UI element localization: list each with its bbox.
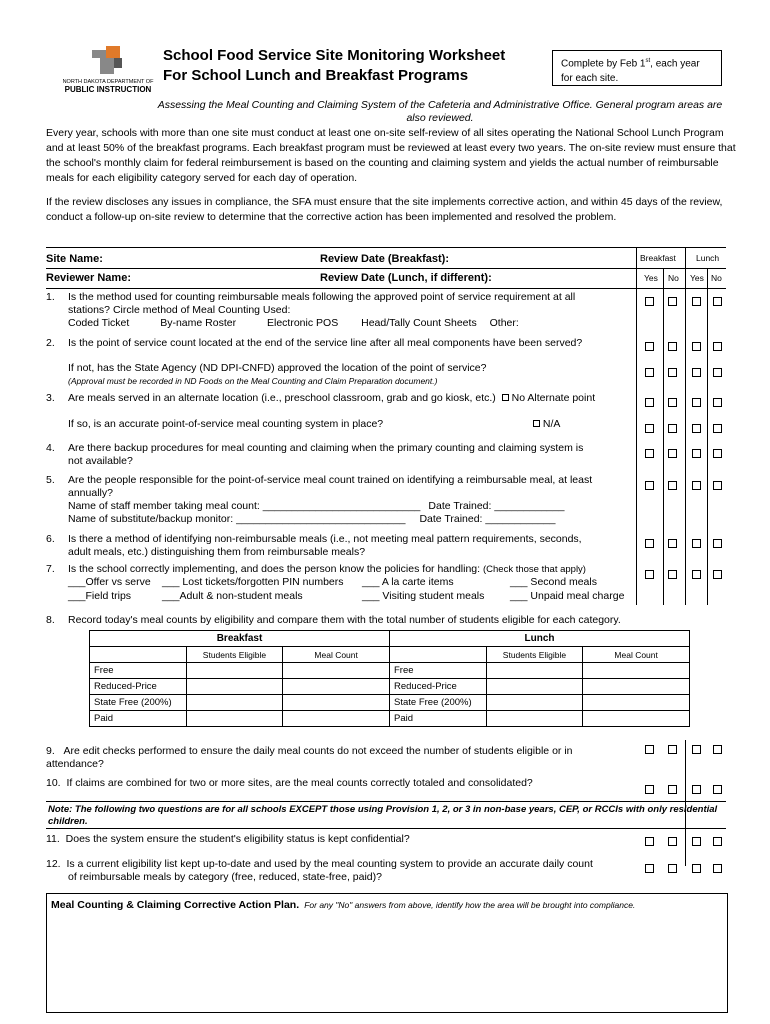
cell-input[interactable] (583, 679, 690, 695)
page-title: School Food Service Site Monitoring Worksheet For School Lunch and Breakfast Programs (163, 47, 506, 84)
question-10: 10. If claims are combined for two or more sites, are the meal counts correctly totaled and consolidated? (46, 777, 533, 789)
breakfast-yes-checkbox[interactable] (645, 481, 654, 490)
lunch-no-checkbox[interactable] (713, 342, 722, 351)
row-label: State Free (200%) (90, 695, 187, 711)
breakfast-no-checkbox[interactable] (668, 745, 677, 754)
cell-input[interactable] (186, 695, 283, 711)
breakfast-no-checkbox[interactable] (668, 342, 677, 351)
lunch-yes-checkbox[interactable] (692, 745, 701, 754)
row-label: Free (390, 663, 487, 679)
question-2-sub: If not, has the State Agency (ND DPI-CNFD) approved the location of the point of service? (Approval must be recorded in ND Foods on the Meal Counting and Claim Preparation document.) (68, 362, 487, 386)
meal-count-header: Meal Count (583, 647, 690, 663)
breakfast-no-checkbox[interactable] (668, 424, 677, 433)
students-eligible-header: Students Eligible (186, 647, 283, 663)
assessing-subtitle: Assessing the Meal Counting and Claiming System of the Cafeteria and Administrative Office. General program areas are also reviewed. (157, 99, 723, 124)
question-4: 4. Are there backup procedures for meal counting and claiming when the primary counting and claiming system is not available? (46, 442, 584, 467)
table-row (90, 663, 690, 679)
question-9: 9. Are edit checks performed to ensure the daily meal counts do not exceed the number of students eligible or in attendance? (46, 745, 573, 770)
row-label: Reduced-Price (390, 679, 487, 695)
cell-input[interactable] (486, 663, 583, 679)
meal-count-table (89, 630, 690, 727)
question-12: 12. Is a current eligibility list kept up-to-date and used by the meal counting system to provide an accurate daily count of reimbursable meals by category (free, reduced, state-free, paid)? (46, 858, 593, 883)
cell-input[interactable] (486, 711, 583, 727)
staff-date-field[interactable]: Date Trained: ____________ (428, 500, 565, 512)
breakfast-no-checkbox[interactable] (668, 785, 677, 794)
cap-title: Meal Counting & Claiming Corrective Action Plan. (51, 899, 300, 911)
deadline-box: Complete by Feb 1st, each year for each site. (552, 50, 722, 86)
question-6: 6. Is there a method of identifying non-reimbursable meals (i.e., not meeting meal pattern requirements, seconds, adult meals, etc.) distinguishing them from reimbursable meals? (46, 533, 582, 558)
substitute-date-field[interactable]: Date Trained: ____________ (419, 513, 556, 525)
lunch-no-checkbox[interactable] (713, 449, 722, 458)
na-checkbox[interactable] (533, 420, 540, 427)
logo-text: NORTH DAKOTA DEPARTMENT OF PUBLIC INSTRUCTION (62, 79, 154, 94)
breakfast-yes-checkbox[interactable] (645, 342, 654, 351)
breakfast-col-header: Breakfast (640, 253, 676, 263)
meal-count-header: Meal Count (283, 647, 390, 663)
cell-input[interactable] (283, 663, 390, 679)
method-coded-ticket[interactable]: Coded Ticket (68, 317, 130, 329)
cell-input[interactable] (186, 711, 283, 727)
column-line (707, 268, 708, 605)
option-lost-tickets[interactable]: ___ Lost tickets/forgotten PIN numbers (162, 576, 344, 588)
column-line (663, 268, 664, 605)
divider (46, 268, 726, 269)
row-label: State Free (200%) (390, 695, 487, 711)
question-3-sub: If so, is an accurate point-of-service meal counting system in place? (68, 418, 384, 430)
lunch-yes-checkbox[interactable] (692, 785, 701, 794)
cell-input[interactable] (186, 679, 283, 695)
option-adult-meals[interactable]: ___Adult & non-student meals (162, 590, 303, 602)
lunch-yes-checkbox[interactable] (692, 837, 701, 846)
cell-input[interactable] (486, 695, 583, 711)
table-row (90, 711, 690, 727)
breakfast-no-checkbox[interactable] (668, 481, 677, 490)
reviewer-name-label: Reviewer Name: (46, 272, 131, 284)
table-row (90, 679, 690, 695)
question-7-options (68, 576, 638, 606)
corrective-action-plan-box[interactable] (46, 893, 728, 1013)
lunch-yes-checkbox[interactable] (692, 342, 701, 351)
row-label: Paid (90, 711, 187, 727)
cell-input[interactable] (186, 663, 283, 679)
provision-note: Note: The following two questions are for all schools EXCEPT those using Provision 1, 2, or 3 in non-base years, CEP, or RCCIs with only residential children. (46, 801, 726, 829)
question-3: 3. Are meals served in an alternate location (i.e., preschool classroom, grab and go kiosk, etc.) No Alternate point (46, 392, 596, 404)
breakfast-yes-checkbox[interactable] (645, 785, 654, 794)
question-1: 1. Is the method used for counting reimbursable meals following the approved point of service requirement at all stations? Circle method of Meal Counting Used: Coded Ticket By-name Roster Electronic POS Head/Tally Count Sheets Other: (46, 291, 576, 329)
lunch-no-checkbox[interactable] (713, 539, 722, 548)
column-line (685, 247, 686, 605)
breakfast-yes-checkbox[interactable] (645, 745, 654, 754)
lunch-no-checkbox[interactable] (713, 837, 722, 846)
lunch-no-checkbox[interactable] (713, 368, 722, 377)
column-line (636, 247, 637, 605)
staff-member-field[interactable]: Name of staff member taking meal count: ___________________________ (68, 500, 421, 512)
lunch-yes-checkbox[interactable] (692, 297, 701, 306)
lunch-col-header: Lunch (696, 253, 720, 263)
cell-input[interactable] (486, 679, 583, 695)
lunch-yes-checkbox[interactable] (692, 449, 701, 458)
ndpi-logo (62, 44, 154, 100)
option-field-trips[interactable]: ___Field trips (68, 590, 132, 602)
breakfast-yes-checkbox[interactable] (645, 297, 654, 306)
breakfast-no-checkbox[interactable] (668, 297, 677, 306)
lunch-no-header: No (711, 273, 722, 283)
cell-input[interactable] (283, 679, 390, 695)
row-label: Paid (390, 711, 487, 727)
lunch-yes-checkbox[interactable] (692, 539, 701, 548)
breakfast-no-checkbox[interactable] (668, 837, 677, 846)
lunch-no-checkbox[interactable] (713, 297, 722, 306)
breakfast-yes-checkbox[interactable] (645, 864, 654, 873)
lunch-no-checkbox[interactable] (713, 570, 722, 579)
lunch-yes-header: Yes (690, 273, 704, 283)
question-3-na: N/A (533, 418, 560, 431)
lunch-yes-checkbox[interactable] (692, 864, 701, 873)
breakfast-header: Breakfast (90, 631, 390, 647)
lunch-no-checkbox[interactable] (713, 481, 722, 490)
method-head-tally[interactable]: Head/Tally Count Sheets (361, 317, 477, 329)
lunch-yes-checkbox[interactable] (692, 424, 701, 433)
method-by-name-roster[interactable]: By-name Roster (160, 317, 237, 329)
students-eligible-header: Students Eligible (486, 647, 583, 663)
blank-cell (390, 647, 487, 663)
breakfast-no-checkbox[interactable] (668, 449, 677, 458)
followup-paragraph: If the review discloses any issues in compliance, the SFA must ensure that the site implements corrective action, and within 45 days of the review, conduct a follow-up on-site review to determine that the corrective action has been implemented and resolved the problem. (46, 196, 723, 223)
cell-input[interactable] (283, 695, 390, 711)
breakfast-yes-checkbox[interactable] (645, 368, 654, 377)
breakfast-yes-checkbox[interactable] (645, 424, 654, 433)
review-date-lunch-label: Review Date (Lunch, if different): (320, 272, 492, 284)
breakfast-yes-checkbox[interactable] (645, 398, 654, 407)
question-7: 7. Is the school correctly implementing, and does the person know the policies for handling: (Check those that apply) (46, 563, 586, 575)
site-name-label: Site Name: (46, 253, 103, 265)
lunch-no-checkbox[interactable] (713, 864, 722, 873)
cell-input[interactable] (583, 663, 690, 679)
breakfast-no-checkbox[interactable] (668, 864, 677, 873)
intro-paragraph: Every year, schools with more than one site must conduct at least one on-site self-review of all sites operating the National School Lunch Program and at least 50% of the breakfast programs. Each breakfast program must be reviewed at least every two years. The on-site review must ensure that the school's monthly claim for federal reimbursement is based on the counting and claiming system and yields the actual number of reimbursable meals for each eligibility category served for each day of operation. (46, 127, 736, 184)
lunch-yes-checkbox[interactable] (692, 570, 701, 579)
row-label: Free (90, 663, 187, 679)
cell-input[interactable] (583, 695, 690, 711)
question-8: 8. Record today's meal counts by eligibility and compare them with the total number of students eligible for each category. (46, 614, 621, 626)
method-electronic-pos[interactable]: Electronic POS (267, 317, 339, 329)
cell-input[interactable] (283, 711, 390, 727)
row-label: Reduced-Price (90, 679, 187, 695)
lunch-no-checkbox[interactable] (713, 398, 722, 407)
no-alternate-point-checkbox[interactable] (502, 394, 509, 401)
breakfast-yes-checkbox[interactable] (645, 570, 654, 579)
breakfast-no-header: No (668, 273, 679, 283)
breakfast-no-checkbox[interactable] (668, 398, 677, 407)
option-unpaid-charge[interactable]: ___ Unpaid meal charge (510, 590, 625, 602)
question-2: 2. Is the point of service count located at the end of the service line after all meal components have been served? (46, 337, 583, 349)
breakfast-yes-checkbox[interactable] (645, 449, 654, 458)
question-11: 11. Does the system ensure the student's eligibility status is kept confidential? (46, 833, 410, 845)
lunch-yes-checkbox[interactable] (692, 398, 701, 407)
breakfast-yes-checkbox[interactable] (645, 539, 654, 548)
question-5: 5. Are the people responsible for the point-of-service meal count trained on identifying a reimbursable meal, at least annually? Name of staff member taking meal count: ___________________________ Date Trained: ____________ Name of substitute/backup monitor: _____________________________ Date Trained: ____________ (46, 474, 593, 525)
lunch-no-checkbox[interactable] (713, 424, 722, 433)
breakfast-no-checkbox[interactable] (668, 539, 677, 548)
method-other[interactable]: Other: (489, 317, 519, 329)
cap-description: For any "No" answers from above, identify how the area will be brought into compliance. (304, 900, 636, 910)
breakfast-no-checkbox[interactable] (668, 570, 677, 579)
lunch-header: Lunch (390, 631, 690, 647)
option-a-la-carte[interactable]: ___ A la carte items (362, 576, 454, 588)
review-date-breakfast-label: Review Date (Breakfast): (320, 253, 449, 265)
lunch-yes-checkbox[interactable] (692, 368, 701, 377)
lunch-no-checkbox[interactable] (713, 745, 722, 754)
ndpi-logo-icon (62, 44, 154, 76)
substitute-field[interactable]: Name of substitute/backup monitor: _____________________________ (68, 513, 406, 525)
option-visiting-student[interactable]: ___ Visiting student meals (362, 590, 485, 602)
breakfast-no-checkbox[interactable] (668, 368, 677, 377)
option-offer-vs-serve[interactable]: ___Offer vs serve (68, 576, 151, 588)
option-second-meals[interactable]: ___ Second meals (510, 576, 597, 588)
table-row (90, 695, 690, 711)
divider (46, 288, 726, 289)
lunch-yes-checkbox[interactable] (692, 481, 701, 490)
divider (46, 247, 726, 248)
lunch-no-checkbox[interactable] (713, 785, 722, 794)
breakfast-yes-checkbox[interactable] (645, 837, 654, 846)
cell-input[interactable] (583, 711, 690, 727)
blank-cell (90, 647, 187, 663)
breakfast-yes-header: Yes (644, 273, 658, 283)
